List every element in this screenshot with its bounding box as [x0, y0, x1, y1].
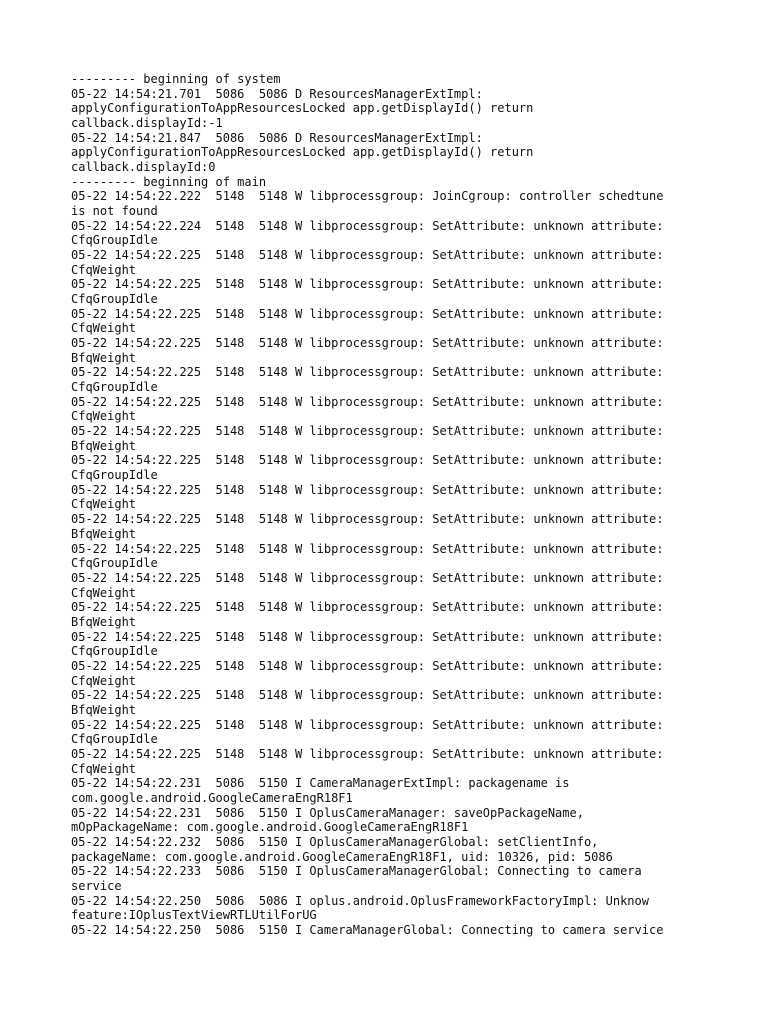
log-line: 05-22 14:54:22.225 5148 5148 W libprocessgroup: SetAttribute: unknown attribute:	[71, 248, 664, 263]
log-line: CfqWeight	[71, 761, 137, 776]
log-line: callback.displayId:-1	[71, 116, 223, 131]
log-line: CfqGroupIdle	[71, 380, 158, 395]
log-line: CfqWeight	[71, 585, 137, 600]
log-line: 05-22 14:54:22.225 5148 5148 W libprocessgroup: SetAttribute: unknown attribute:	[71, 570, 664, 585]
log-line: service	[71, 878, 122, 893]
log-line: 05-22 14:54:22.225 5148 5148 W libprocessgroup: SetAttribute: unknown attribute:	[71, 629, 664, 644]
log-document	[71, 72, 711, 938]
log-line: CfqWeight	[71, 673, 137, 688]
log-line: BfqWeight	[71, 438, 137, 453]
log-line: --------- beginning of main	[71, 174, 267, 189]
log-line: CfqWeight	[71, 262, 137, 277]
log-line: packageName: com.google.android.GoogleCameraEngR18F1, uid: 10326, pid: 5086	[71, 849, 613, 864]
log-line: 05-22 14:54:22.250 5086 5150 I CameraManagerGlobal: Connecting to camera service	[71, 922, 664, 937]
log-line: CfqGroupIdle	[71, 644, 158, 659]
log-line: CfqGroupIdle	[71, 292, 158, 307]
log-line: 05-22 14:54:22.225 5148 5148 W libprocessgroup: SetAttribute: unknown attribute:	[71, 541, 664, 556]
log-line: --------- beginning of system	[71, 72, 281, 86]
log-line: 05-22 14:54:22.222 5148 5148 W libprocessgroup: JoinCgroup: controller schedtune	[71, 189, 664, 204]
log-line: CfqGroupIdle	[71, 233, 158, 248]
log-line: callback.displayId:0	[71, 160, 216, 175]
log-line: 05-22 14:54:22.225 5148 5148 W libprocessgroup: SetAttribute: unknown attribute:	[71, 453, 664, 468]
log-line: BfqWeight	[71, 614, 137, 629]
log-line: feature:IOplusTextViewRTLUtilForUG	[71, 908, 317, 923]
log-line: 05-22 14:54:22.225 5148 5148 W libprocessgroup: SetAttribute: unknown attribute:	[71, 482, 664, 497]
log-line: CfqGroupIdle	[71, 732, 158, 747]
log-line: applyConfigurationToAppResourcesLocked app.getDisplayId() return	[71, 145, 534, 160]
log-line: 05-22 14:54:22.225 5148 5148 W libprocessgroup: SetAttribute: unknown attribute:	[71, 336, 664, 351]
log-line: CfqGroupIdle	[71, 556, 158, 571]
log-line: 05-22 14:54:22.231 5086 5150 I OplusCameraManager: saveOpPackageName,	[71, 805, 584, 820]
log-line: 05-22 14:54:22.232 5086 5150 I OplusCameraManagerGlobal: setClientInfo,	[71, 834, 599, 849]
log-line: 05-22 14:54:22.225 5148 5148 W libprocessgroup: SetAttribute: unknown attribute:	[71, 658, 664, 673]
log-line: applyConfigurationToAppResourcesLocked app.getDisplayId() return	[71, 101, 534, 116]
log-line: CfqWeight	[71, 497, 137, 512]
log-line: 05-22 14:54:21.847 5086 5086 D ResourcesManagerExtImpl:	[71, 130, 483, 145]
log-line: 05-22 14:54:22.225 5148 5148 W libprocessgroup: SetAttribute: unknown attribute:	[71, 512, 664, 527]
log-line: 05-22 14:54:22.231 5086 5150 I CameraManagerExtImpl: packagename is	[71, 776, 570, 791]
log-line: 05-22 14:54:21.701 5086 5086 D ResourcesManagerExtImpl:	[71, 86, 483, 101]
log-line: com.google.android.GoogleCameraEngR18F1	[71, 790, 353, 805]
log-line: 05-22 14:54:22.233 5086 5150 I OplusCameraManagerGlobal: Connecting to camera	[71, 864, 642, 879]
log-line: 05-22 14:54:22.225 5148 5148 W libprocessgroup: SetAttribute: unknown attribute:	[71, 365, 664, 380]
log-line: 05-22 14:54:22.225 5148 5148 W libprocessgroup: SetAttribute: unknown attribute:	[71, 306, 664, 321]
log-line: 05-22 14:54:22.225 5148 5148 W libprocessgroup: SetAttribute: unknown attribute:	[71, 717, 664, 732]
log-line: is not found	[71, 204, 158, 219]
log-line: 05-22 14:54:22.225 5148 5148 W libprocessgroup: SetAttribute: unknown attribute:	[71, 424, 664, 439]
log-line: BfqWeight	[71, 702, 137, 717]
log-line: 05-22 14:54:22.225 5148 5148 W libprocessgroup: SetAttribute: unknown attribute:	[71, 688, 664, 703]
log-line: 05-22 14:54:22.224 5148 5148 W libprocessgroup: SetAttribute: unknown attribute:	[71, 218, 664, 233]
log-line: CfqWeight	[71, 409, 137, 424]
log-line: CfqGroupIdle	[71, 468, 158, 483]
log-line: 05-22 14:54:22.250 5086 5086 I oplus.android.OplusFrameworkFactoryImpl: Unknow	[71, 893, 649, 908]
log-line: mOpPackageName: com.google.android.GoogleCameraEngR18F1	[71, 820, 469, 835]
log-line: CfqWeight	[71, 321, 137, 336]
log-line: 05-22 14:54:22.225 5148 5148 W libprocessgroup: SetAttribute: unknown attribute:	[71, 394, 664, 409]
log-line: 05-22 14:54:22.225 5148 5148 W libprocessgroup: SetAttribute: unknown attribute:	[71, 277, 664, 292]
log-line: 05-22 14:54:22.225 5148 5148 W libprocessgroup: SetAttribute: unknown attribute:	[71, 600, 664, 615]
log-line: BfqWeight	[71, 350, 137, 365]
log-text-block	[71, 72, 711, 938]
log-line: BfqWeight	[71, 526, 137, 541]
log-line: 05-22 14:54:22.225 5148 5148 W libprocessgroup: SetAttribute: unknown attribute:	[71, 746, 664, 761]
